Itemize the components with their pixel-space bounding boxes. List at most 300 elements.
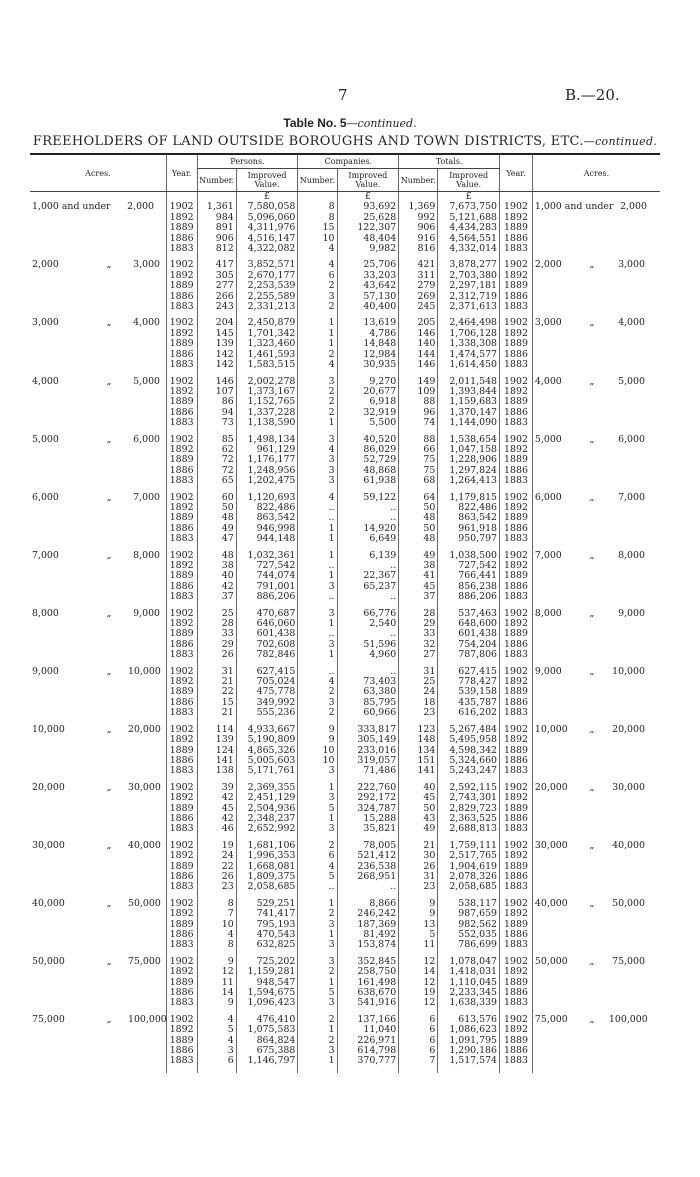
cell-value: 1,373,167 — [247, 385, 296, 397]
cell-value: 5,121,688 — [449, 211, 498, 223]
cell-value: 1883 — [504, 417, 528, 429]
cell-value: 85 — [221, 433, 234, 445]
cell-value: 982,562 — [458, 918, 498, 930]
cell-value: 1902 — [504, 317, 528, 329]
cell-value: 1,091,795 — [449, 1034, 498, 1046]
cell-value: 1889 — [169, 1034, 194, 1046]
cell-value: 1883 — [169, 707, 194, 719]
acres-to: 20,000 — [128, 723, 161, 735]
cell-value: 40,520 — [363, 433, 397, 445]
cell-value: 1 — [328, 549, 335, 561]
acres-from-right: 20,000 — [534, 781, 568, 793]
cell-value: 1886 — [169, 348, 194, 360]
cell-value: 96 — [423, 406, 436, 418]
ditto-mark-right: „ — [589, 549, 595, 561]
acres-from-right: 4,000 — [534, 375, 562, 387]
cell-value: 2 — [328, 406, 335, 418]
cell-value: 727,542 — [458, 560, 498, 571]
companies-value — [337, 957, 399, 1015]
cell-value: 5 — [328, 802, 335, 814]
cell-value: 1,228,906 — [449, 454, 498, 466]
subtitle-suffix: —continued. — [583, 135, 658, 148]
cell-value: 1892 — [169, 792, 194, 804]
table-row — [30, 318, 660, 376]
freeholders-table — [30, 153, 660, 1073]
cell-value: 1,202,475 — [247, 475, 296, 487]
cell-value: 1902 — [169, 259, 194, 271]
cell-value: 782,846 — [256, 649, 296, 661]
cell-value: .. — [390, 501, 397, 513]
cell-value: 1892 — [169, 1024, 194, 1036]
cell-value: 3,852,571 — [247, 259, 296, 271]
companies-value — [337, 1015, 399, 1073]
cell-value: 2 — [328, 908, 335, 920]
cell-value: 61,938 — [363, 475, 397, 487]
cell-value: 60,966 — [363, 707, 397, 719]
cell-value: 1,159,281 — [247, 966, 296, 978]
totals-value — [438, 667, 500, 725]
totals-number — [399, 783, 438, 841]
totals-value — [438, 551, 500, 609]
acres-to-right: 75,000 — [612, 955, 645, 967]
cell-value: 1889 — [504, 802, 528, 814]
cell-value: 145 — [215, 327, 234, 339]
cell-value: 22,367 — [363, 570, 397, 582]
cell-value: 25,706 — [363, 259, 397, 271]
table-row — [30, 551, 660, 609]
cell-value: 864,824 — [256, 1034, 296, 1046]
header-companies-number: Number. — [298, 169, 337, 192]
cell-value: 787,806 — [458, 649, 498, 661]
cell-value: 2,652,992 — [247, 823, 296, 835]
cell-value: 5,005,603 — [247, 754, 296, 766]
cell-value: 7,673,750 — [449, 201, 498, 213]
cell-value: .. — [390, 512, 397, 524]
header-totals-number: Number. — [399, 169, 438, 192]
cell-value: 35,821 — [363, 823, 397, 835]
cell-value: 1902 — [169, 317, 194, 329]
cell-value: 153,874 — [357, 939, 397, 951]
cell-value: 1889 — [504, 1034, 528, 1046]
table-row — [30, 493, 660, 551]
cell-value: 1902 — [504, 433, 528, 445]
table-row — [30, 609, 660, 667]
cell-value: 139 — [215, 338, 234, 350]
cell-value: 1889 — [169, 628, 194, 640]
cell-value: 822,486 — [256, 501, 296, 513]
cell-value: 1902 — [169, 433, 194, 445]
cell-value: 1892 — [169, 560, 194, 571]
cell-value: 9 — [328, 734, 335, 746]
cell-value: .. — [390, 628, 397, 640]
acres-from: 5,000 — [32, 433, 59, 445]
cell-value: 435,787 — [458, 696, 498, 708]
cell-value: 470,687 — [256, 607, 296, 619]
persons-number — [197, 725, 236, 783]
companies-value — [337, 899, 399, 957]
cell-value: 1889 — [169, 918, 194, 930]
cell-value: 1892 — [504, 676, 528, 688]
cell-value: 1892 — [504, 327, 528, 339]
companies-number — [298, 202, 337, 260]
companies-value — [337, 377, 399, 435]
cell-value: 8 — [328, 201, 335, 213]
cell-value: .. — [390, 665, 397, 677]
cell-value: 1,370,147 — [449, 406, 498, 418]
cell-value: 1889 — [169, 338, 194, 350]
cell-value: 292,172 — [357, 792, 397, 804]
year-column — [166, 318, 197, 376]
cell-value: 1892 — [504, 501, 528, 513]
acres-range-right — [532, 899, 660, 957]
totals-value — [438, 493, 500, 551]
cell-value: 5 — [328, 987, 335, 999]
cell-value: 786,699 — [458, 939, 498, 951]
cell-value: 2,592,115 — [449, 781, 498, 793]
companies-number — [298, 899, 337, 957]
totals-number — [399, 493, 438, 551]
cell-value: 48,404 — [363, 232, 397, 244]
ditto-mark-right: „ — [589, 375, 595, 387]
cell-value: 25 — [423, 676, 436, 688]
cell-value: 863,542 — [458, 512, 498, 524]
cell-value: 1,176,177 — [247, 454, 296, 466]
acres-range-right — [532, 435, 660, 493]
cell-value: 6,139 — [369, 549, 397, 561]
cell-value: 9 — [429, 897, 436, 909]
cell-value: 23 — [423, 881, 436, 893]
totals-number — [399, 1015, 438, 1073]
cell-value: 1886 — [504, 929, 528, 940]
cell-value: 1889 — [504, 280, 528, 292]
cell-value: 48 — [221, 549, 234, 561]
cell-value: 8 — [227, 939, 234, 951]
cell-value: 1886 — [504, 232, 528, 244]
cell-value: 1883 — [504, 823, 528, 835]
header-companies-value: Improved Value. — [337, 169, 399, 192]
cell-value: 778,427 — [458, 676, 498, 688]
companies-number — [298, 493, 337, 551]
table-row — [30, 377, 660, 435]
cell-value: 38 — [221, 560, 234, 571]
acres-from: 30,000 — [32, 839, 65, 851]
totals-number — [399, 551, 438, 609]
cell-value: 2,369,355 — [247, 781, 296, 793]
year-column-right — [500, 841, 533, 899]
cell-value: 12,984 — [363, 348, 397, 360]
cell-value: 1889 — [169, 222, 194, 234]
cell-value: 1886 — [169, 929, 194, 940]
companies-value — [337, 435, 399, 493]
cell-value: 205 — [417, 317, 436, 329]
cell-value: 1892 — [504, 908, 528, 920]
acres-range-left — [30, 202, 166, 260]
cell-value: 946,998 — [256, 522, 296, 534]
cell-value: 146 — [215, 375, 234, 387]
cell-value: 1902 — [504, 549, 528, 561]
companies-number — [298, 725, 337, 783]
cell-value: 1886 — [504, 987, 528, 999]
cell-value: 2,058,685 — [449, 881, 498, 893]
acres-to: 9,000 — [133, 607, 160, 619]
cell-value: 12 — [423, 997, 436, 1009]
cell-value: 1,594,675 — [247, 987, 296, 999]
totals-value — [438, 725, 500, 783]
cell-value: 52,729 — [363, 454, 397, 466]
cell-value: 42 — [221, 812, 234, 824]
cell-value: 1889 — [504, 570, 528, 582]
cell-value: 2,312,719 — [449, 290, 498, 302]
cell-value: 1883 — [169, 881, 194, 893]
cell-value: 1 — [328, 522, 335, 534]
cell-value: 65,237 — [363, 580, 397, 592]
cell-value: 39 — [221, 781, 234, 793]
cell-value: 73,403 — [363, 676, 397, 688]
persons-value — [236, 783, 298, 841]
cell-value: 50 — [423, 802, 436, 814]
cell-value: 42 — [221, 580, 234, 592]
cell-value: 1 — [328, 417, 335, 429]
page-reference: B.—20. — [565, 86, 620, 104]
cell-value: 9 — [429, 908, 436, 920]
cell-value: 3 — [328, 290, 335, 302]
cell-value: 1902 — [169, 201, 194, 213]
cell-value: 124 — [215, 744, 234, 756]
cell-value: 45 — [221, 802, 234, 814]
cell-value: 269 — [417, 290, 436, 302]
cell-value: 1 — [328, 781, 335, 793]
ditto-mark-right: „ — [589, 607, 595, 619]
cell-value: 1889 — [504, 976, 528, 988]
cell-value: 2,363,525 — [449, 812, 498, 824]
cell-value: 1 — [328, 812, 335, 824]
totals-value — [438, 783, 500, 841]
cell-value: 149 — [417, 375, 436, 387]
companies-number — [298, 841, 337, 899]
cell-value: 305,149 — [357, 734, 397, 746]
ditto-mark-right: „ — [589, 433, 595, 445]
companies-value — [337, 260, 399, 318]
cell-value: 744,074 — [256, 570, 296, 582]
cell-value: 627,415 — [256, 665, 296, 677]
table-row — [30, 667, 660, 725]
table-row — [30, 841, 660, 899]
cell-value: 7,580,058 — [247, 201, 296, 213]
cell-value: 66 — [423, 443, 436, 455]
acres-to-right: 20,000 — [612, 723, 645, 735]
cell-value: 5,267,484 — [449, 723, 498, 735]
cell-value: 11,040 — [363, 1024, 397, 1036]
cell-value: 14,848 — [363, 338, 397, 350]
cell-value: 475,778 — [256, 686, 296, 698]
cell-value: 72 — [221, 454, 234, 466]
header-totals: Totals. — [399, 154, 500, 169]
cell-value: 1,701,342 — [247, 327, 296, 339]
persons-number — [197, 899, 236, 957]
cell-value: 258,750 — [357, 966, 397, 978]
cell-value: 68 — [423, 475, 436, 487]
cell-value: 1889 — [169, 802, 194, 814]
acres-range-right — [532, 202, 660, 260]
cell-value: 1883 — [169, 649, 194, 661]
persons-value — [236, 725, 298, 783]
cell-value: 324,787 — [357, 802, 397, 814]
cell-value: 4 — [328, 860, 335, 872]
cell-value: 75 — [423, 454, 436, 466]
companies-number — [298, 260, 337, 318]
cell-value: 616,202 — [458, 707, 498, 719]
acres-from: 3,000 — [32, 317, 59, 329]
cell-value: 12 — [423, 976, 436, 988]
cell-value: 1889 — [169, 744, 194, 756]
cell-value: 816 — [417, 243, 436, 255]
acres-range-left — [30, 667, 166, 725]
totals-value — [438, 202, 500, 260]
totals-number — [399, 899, 438, 957]
persons-number — [197, 435, 236, 493]
acres-range-left — [30, 493, 166, 551]
acres-range-right — [532, 260, 660, 318]
ditto-mark-right: „ — [589, 723, 595, 735]
table-row — [30, 725, 660, 783]
totals-value — [438, 609, 500, 667]
cell-value: 243 — [215, 301, 234, 313]
currency-symbol-persons: £ — [236, 192, 298, 203]
acres-to: 4,000 — [133, 317, 160, 329]
acres-from: 1,000 and under — [32, 201, 111, 213]
acres-range-left — [30, 783, 166, 841]
cell-value: 26 — [221, 870, 234, 882]
cell-value: 4,598,342 — [449, 744, 498, 756]
cell-value: 1886 — [504, 464, 528, 476]
cell-value: 14 — [221, 987, 234, 999]
cell-value: 1883 — [169, 939, 194, 951]
cell-value: 417 — [215, 259, 234, 271]
cell-value: 62 — [221, 443, 234, 455]
year-column-right — [500, 957, 533, 1015]
cell-value: 349,992 — [256, 696, 296, 708]
ditto-mark: „ — [106, 781, 112, 793]
cell-value: 2,371,613 — [449, 301, 498, 313]
acres-from: 8,000 — [32, 607, 59, 619]
year-column-right — [500, 783, 533, 841]
acres-range-left — [30, 435, 166, 493]
cell-value: 795,193 — [256, 918, 296, 930]
cell-value: 3 — [328, 823, 335, 835]
cell-value: 268,951 — [357, 870, 397, 882]
cell-value: 1886 — [169, 232, 194, 244]
cell-value: 5 — [429, 929, 436, 940]
cell-value: 1889 — [169, 570, 194, 582]
cell-value: 30 — [423, 850, 436, 862]
year-column — [166, 725, 197, 783]
cell-value: 6 — [429, 1013, 436, 1025]
cell-value: 1902 — [504, 781, 528, 793]
cell-value: 50 — [423, 522, 436, 534]
acres-from-right: 7,000 — [534, 549, 562, 561]
ditto-mark: „ — [106, 317, 112, 329]
year-column-right — [500, 725, 533, 783]
year-column — [166, 667, 197, 725]
cell-value: 1,120,693 — [247, 491, 296, 503]
totals-number — [399, 318, 438, 376]
cell-value: 33 — [423, 628, 436, 640]
cell-value: 78,005 — [363, 839, 397, 851]
cell-value: 1886 — [169, 290, 194, 302]
cell-value: 29 — [221, 638, 234, 650]
year-column — [166, 377, 197, 435]
cell-value: 148 — [417, 734, 436, 746]
cell-value: 5,171,761 — [247, 765, 296, 777]
cell-value: 66,776 — [363, 607, 397, 619]
totals-value — [438, 957, 500, 1015]
cell-value: 3 — [328, 955, 335, 967]
companies-value — [337, 667, 399, 725]
cell-value: 22 — [221, 860, 234, 872]
cell-value: 7 — [227, 908, 234, 920]
persons-number — [197, 493, 236, 551]
cell-value: 305 — [215, 269, 234, 281]
cell-value: 1902 — [504, 839, 528, 851]
companies-number — [298, 783, 337, 841]
cell-value: 48 — [221, 512, 234, 524]
totals-value — [438, 435, 500, 493]
cell-value: 29 — [423, 618, 436, 630]
persons-value — [236, 609, 298, 667]
cell-value: 187,369 — [357, 918, 397, 930]
cell-value: 1883 — [504, 649, 528, 661]
cell-value: 1,248,956 — [247, 464, 296, 476]
cell-value: 142 — [215, 348, 234, 360]
cell-value: 741,417 — [256, 908, 296, 920]
cell-value: 2,331,213 — [247, 301, 296, 313]
year-column-right — [500, 493, 533, 551]
ditto-mark: „ — [106, 955, 112, 967]
year-column-right — [500, 551, 533, 609]
persons-number — [197, 783, 236, 841]
cell-value: 1,297,824 — [449, 464, 498, 476]
acres-to: 5,000 — [133, 375, 160, 387]
cell-value: 86,029 — [363, 443, 397, 455]
year-column — [166, 435, 197, 493]
cell-value: 46 — [221, 823, 234, 835]
cell-value: 1902 — [169, 665, 194, 677]
ditto-mark: „ — [106, 491, 112, 503]
cell-value: 1889 — [169, 280, 194, 292]
cell-value: 5,495,958 — [449, 734, 498, 746]
cell-value: 1902 — [169, 955, 194, 967]
year-column — [166, 841, 197, 899]
persons-value — [236, 493, 298, 551]
table-row — [30, 783, 660, 841]
cell-value: 1889 — [169, 860, 194, 872]
cell-value: .. — [328, 560, 335, 571]
cell-value: 3 — [328, 454, 335, 466]
acres-range-right — [532, 377, 660, 435]
cell-value: 1889 — [169, 396, 194, 408]
cell-value: 2,450,879 — [247, 317, 296, 329]
cell-value: 1,361 — [206, 201, 234, 213]
cell-value: 1 — [328, 929, 335, 940]
cell-value: 93,692 — [363, 201, 397, 213]
cell-value: 109 — [417, 385, 436, 397]
cell-value: 2,688,813 — [449, 823, 498, 835]
cell-value: 40 — [423, 781, 436, 793]
cell-value: 1889 — [504, 454, 528, 466]
cell-value: 3 — [328, 765, 335, 777]
cell-value: 4,865,326 — [247, 744, 296, 756]
cell-value: 1886 — [169, 580, 194, 592]
